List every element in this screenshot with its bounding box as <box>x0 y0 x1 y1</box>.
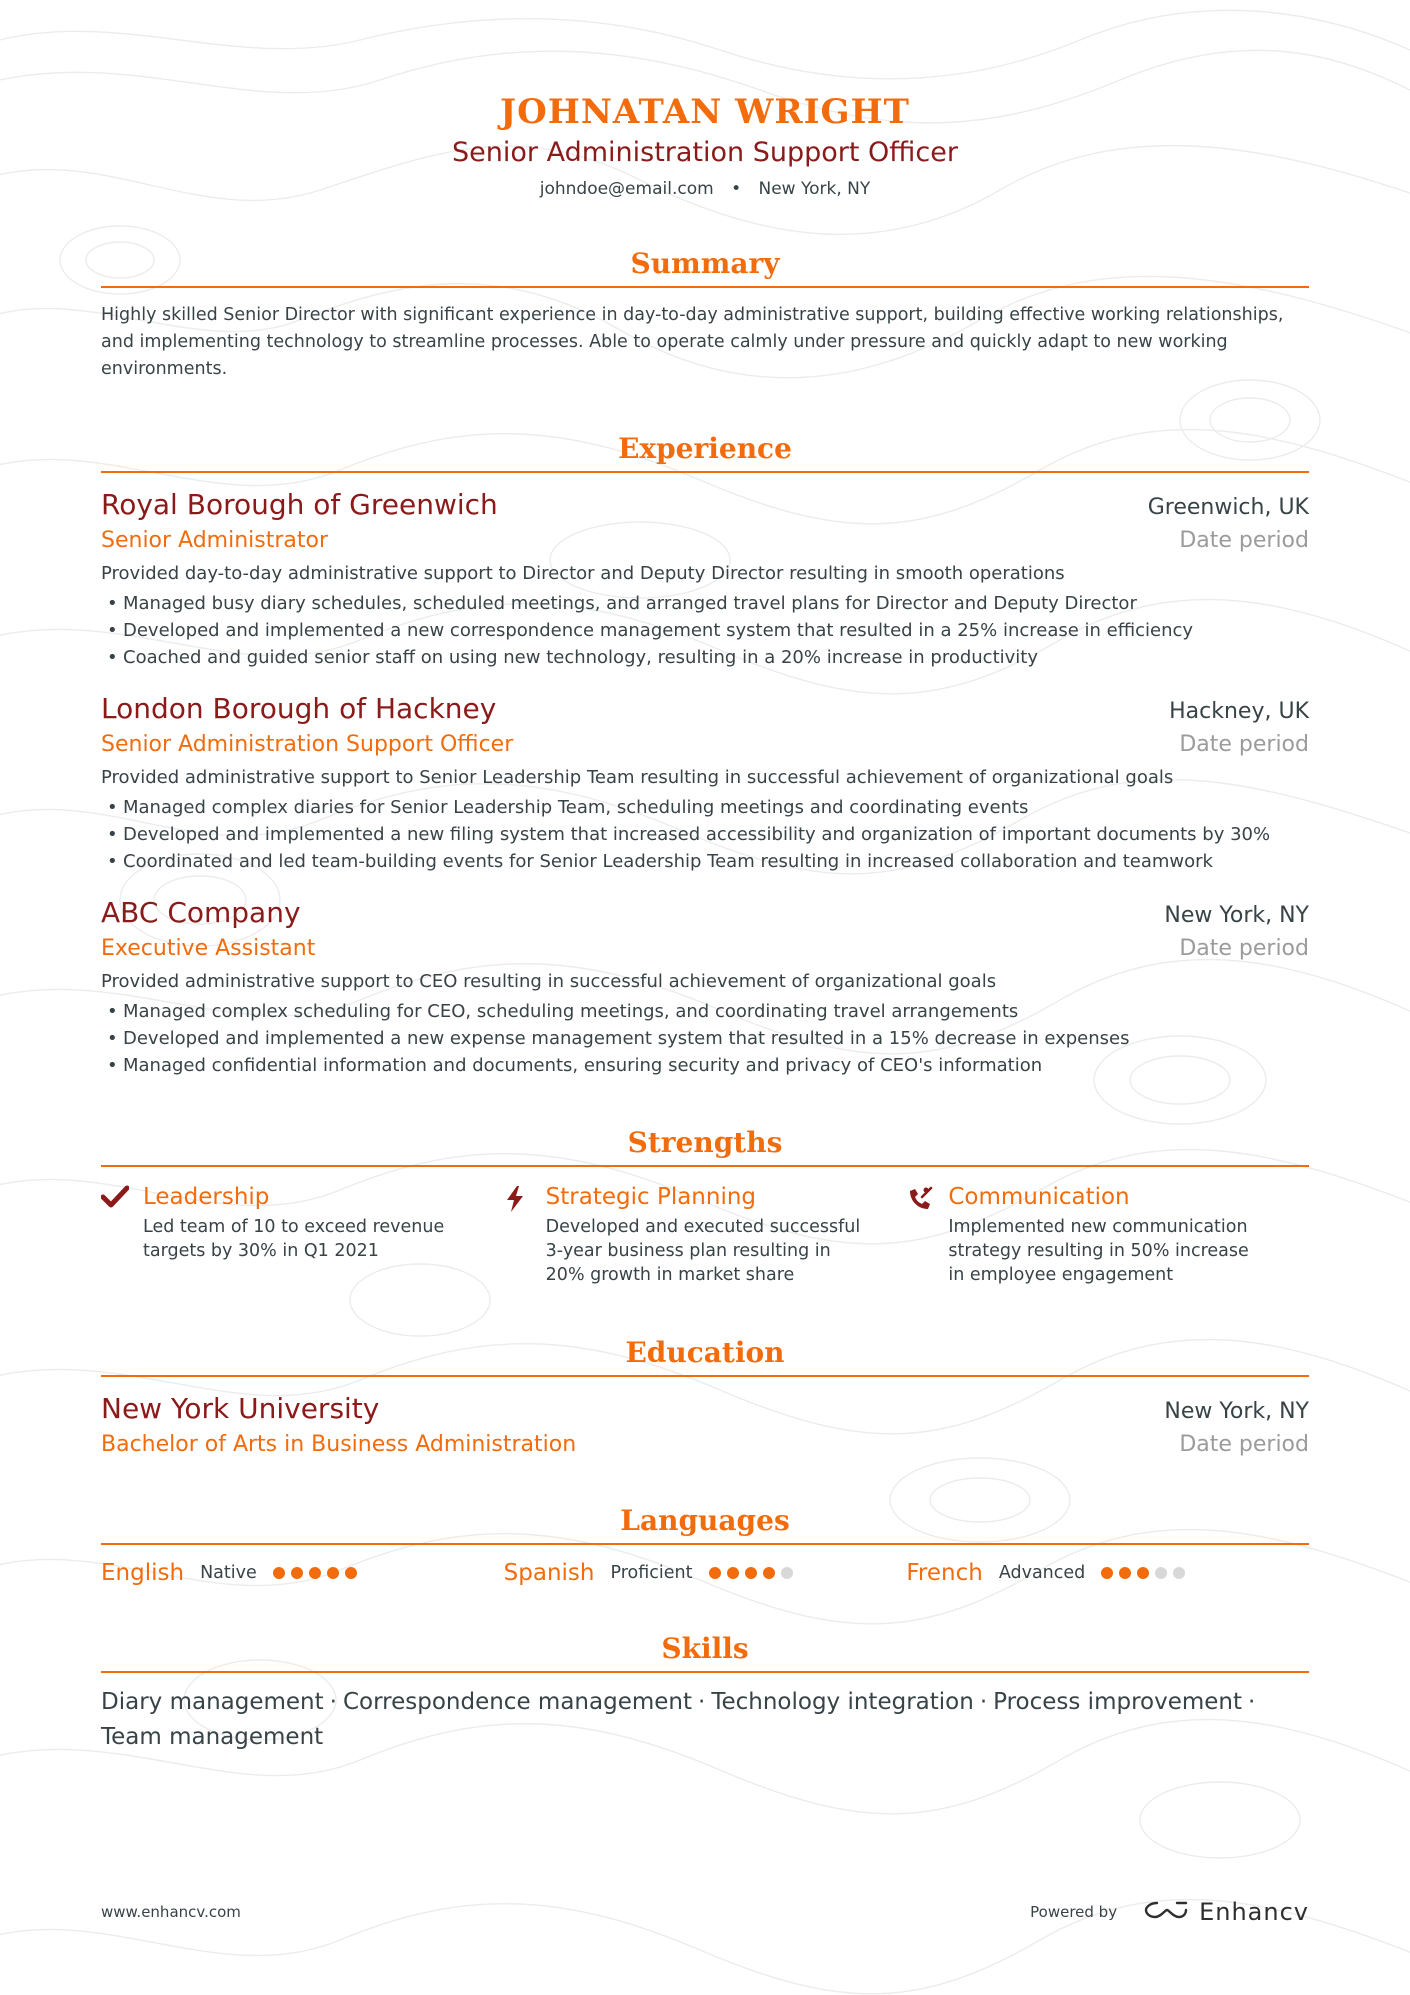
school-name: New York University <box>101 1392 380 1425</box>
job-date: Date period <box>1179 528 1309 553</box>
language-rating <box>1101 1567 1191 1579</box>
rating-dot-filled <box>763 1567 775 1579</box>
resume-header <box>101 90 1309 204</box>
language-item <box>906 1557 1309 1589</box>
skill-separator: · <box>1248 1689 1256 1715</box>
skills-list <box>101 1685 1309 1755</box>
email-link[interactable]: johndoe@email.com <box>539 179 714 199</box>
job-bullet: • Managed confidential information and documents, ensuring security and privacy of CEO's information <box>101 1052 1309 1079</box>
footer-url-link[interactable]: www.enhancv.com <box>101 1903 241 1921</box>
strength-title: Strategic Planning <box>545 1184 757 1210</box>
section-title-skills: Skills <box>101 1629 1309 1673</box>
job-entry <box>101 895 1309 1079</box>
language-name: Spanish <box>503 1560 595 1586</box>
section-title-languages: Languages <box>101 1501 1309 1545</box>
strengths-section <box>101 1123 1309 1287</box>
contact-line <box>101 174 1309 204</box>
rating-dot-filled <box>1119 1567 1131 1579</box>
language-item <box>504 1557 907 1589</box>
job-description: Provided day-to-day administrative support to Director and Deputy Director resulting in smooth operations <box>101 563 1065 584</box>
rating-dot-filled <box>291 1567 303 1579</box>
skill-item: Team management <box>101 1724 324 1750</box>
job-bullet: • Developed and implemented a new expense management system that resulted in a 15% decrease in expenses <box>101 1025 1309 1052</box>
languages-section <box>101 1501 1309 1589</box>
skill-item: Diary management <box>101 1689 324 1715</box>
job-location: New York, NY <box>1164 903 1309 928</box>
language-name: English <box>101 1560 185 1586</box>
job-bullet: • Managed complex diaries for Senior Leadership Team, scheduling meetings and coordinating events <box>101 794 1309 821</box>
job-bullet: • Managed busy diary schedules, scheduled meetings, and arranged travel plans for Director and Deputy Director <box>101 590 1309 617</box>
rating-dot-filled <box>327 1567 339 1579</box>
job-bullets <box>101 998 1309 1079</box>
job-bullets <box>101 794 1309 875</box>
page-footer <box>101 1898 1309 1926</box>
skill-item: Technology integration <box>711 1689 974 1715</box>
languages-list <box>101 1557 1309 1589</box>
rating-dot-filled <box>309 1567 321 1579</box>
job-location: Greenwich, UK <box>1147 495 1309 520</box>
language-name: French <box>906 1560 983 1586</box>
job-role: Senior Administrator <box>101 528 329 553</box>
rating-dot-empty <box>1155 1567 1167 1579</box>
job-bullet: • Developed and implemented a new filing system that increased accessibility and organization of important documents by 30% <box>101 821 1309 848</box>
language-rating <box>273 1567 363 1579</box>
candidate-headline: Senior Administration Support Officer <box>452 137 958 168</box>
candidate-name: JOHNATAN WRIGHT <box>500 92 910 132</box>
strength-item <box>504 1181 907 1287</box>
language-level: Advanced <box>998 1563 1086 1583</box>
school-location: New York, NY <box>1164 1399 1309 1424</box>
skill-separator: · <box>329 1689 337 1715</box>
skill-separator: · <box>979 1689 988 1715</box>
strength-description: Implemented new communication strategy resulting in 50% increase in employee engagement <box>948 1217 1249 1285</box>
job-company: London Borough of Hackney <box>101 692 497 725</box>
strength-item <box>906 1181 1309 1287</box>
strength-item <box>101 1181 504 1287</box>
experience-section <box>101 429 1309 1079</box>
rating-dot-filled <box>1137 1567 1149 1579</box>
job-bullet: • Developed and implemented a new correspondence management system that resulted in a 25% increase in efficiency <box>101 617 1309 644</box>
rating-dot-filled <box>345 1567 357 1579</box>
lightning-icon <box>504 1181 546 1287</box>
rating-dot-filled <box>727 1567 739 1579</box>
job-description: Provided administrative support to Senior Leadership Team resulting in successful achievement of organizational goals <box>101 767 1174 788</box>
skill-item: Correspondence management <box>342 1689 692 1715</box>
powered-by <box>1030 1898 1309 1926</box>
job-bullets <box>101 590 1309 671</box>
powered-by-label: Powered by <box>1030 1903 1118 1921</box>
strength-title: Leadership <box>143 1184 270 1210</box>
job-company: ABC Company <box>101 896 301 929</box>
checkmark-icon <box>101 1181 143 1287</box>
strength-description: Led team of 10 to exceed revenue targets by 30% in Q1 2021 <box>143 1217 445 1261</box>
rating-dot-filled <box>273 1567 285 1579</box>
job-bullet: • Coached and guided senior staff on using new technology, resulting in a 20% increase in productivity <box>101 644 1309 671</box>
communication-icon <box>906 1181 948 1287</box>
job-entry <box>101 691 1309 875</box>
job-date: Date period <box>1179 936 1309 961</box>
section-title-education: Education <box>101 1333 1309 1377</box>
job-company: Royal Borough of Greenwich <box>101 488 498 521</box>
language-item <box>101 1557 504 1589</box>
strength-description: Developed and executed successful 3-year business plan resulting in 20% growth in market share <box>545 1217 861 1285</box>
education-entry <box>101 1391 1309 1461</box>
job-bullet: • Managed complex scheduling for CEO, scheduling meetings, and coordinating travel arrangements <box>101 998 1309 1025</box>
job-bullet: • Coordinated and led team-building events for Senior Leadership Team resulting in increased collaboration and teamwork <box>101 848 1309 875</box>
skills-section <box>101 1629 1309 1755</box>
summary-text: Highly skilled Senior Director with significant experience in day-to-day administrative support, building effective working relationships, and implementing technology to streamline processes. Able to operate calmly under pressure and quickly adapt to new working environments. <box>101 305 1284 379</box>
job-location: Hackney, UK <box>1169 699 1309 724</box>
section-title-experience: Experience <box>101 429 1309 473</box>
summary-section <box>101 244 1309 383</box>
job-date: Date period <box>1179 732 1309 757</box>
job-role: Executive Assistant <box>101 936 316 961</box>
language-level: Proficient <box>610 1563 693 1583</box>
section-title-summary: Summary <box>101 244 1309 288</box>
education-date: Date period <box>1179 1432 1309 1457</box>
rating-dot-filled <box>1101 1567 1113 1579</box>
skill-item: Process improvement <box>993 1689 1243 1715</box>
section-title-strengths: Strengths <box>101 1123 1309 1167</box>
rating-dot-filled <box>709 1567 721 1579</box>
rating-dot-filled <box>745 1567 757 1579</box>
brand-name: Enhancv <box>1199 1898 1309 1926</box>
skill-separator: · <box>698 1689 706 1715</box>
degree: Bachelor of Arts in Business Administration <box>101 1432 577 1457</box>
resume-content <box>101 90 1309 1755</box>
job-description: Provided administrative support to CEO resulting in successful achievement of organizational goals <box>101 971 997 992</box>
rating-dot-empty <box>1173 1567 1185 1579</box>
strength-title: Communication <box>948 1184 1130 1210</box>
job-role: Senior Administration Support Officer <box>101 732 514 757</box>
contact-location: New York, NY <box>758 179 871 199</box>
strengths-list <box>101 1181 1309 1287</box>
contact-separator: • <box>731 179 742 199</box>
education-section <box>101 1333 1309 1461</box>
rating-dot-empty <box>781 1567 793 1579</box>
job-entry <box>101 487 1309 671</box>
enhancv-logo-icon <box>1143 1899 1189 1925</box>
language-rating <box>709 1567 799 1579</box>
language-level: Native <box>200 1563 257 1583</box>
